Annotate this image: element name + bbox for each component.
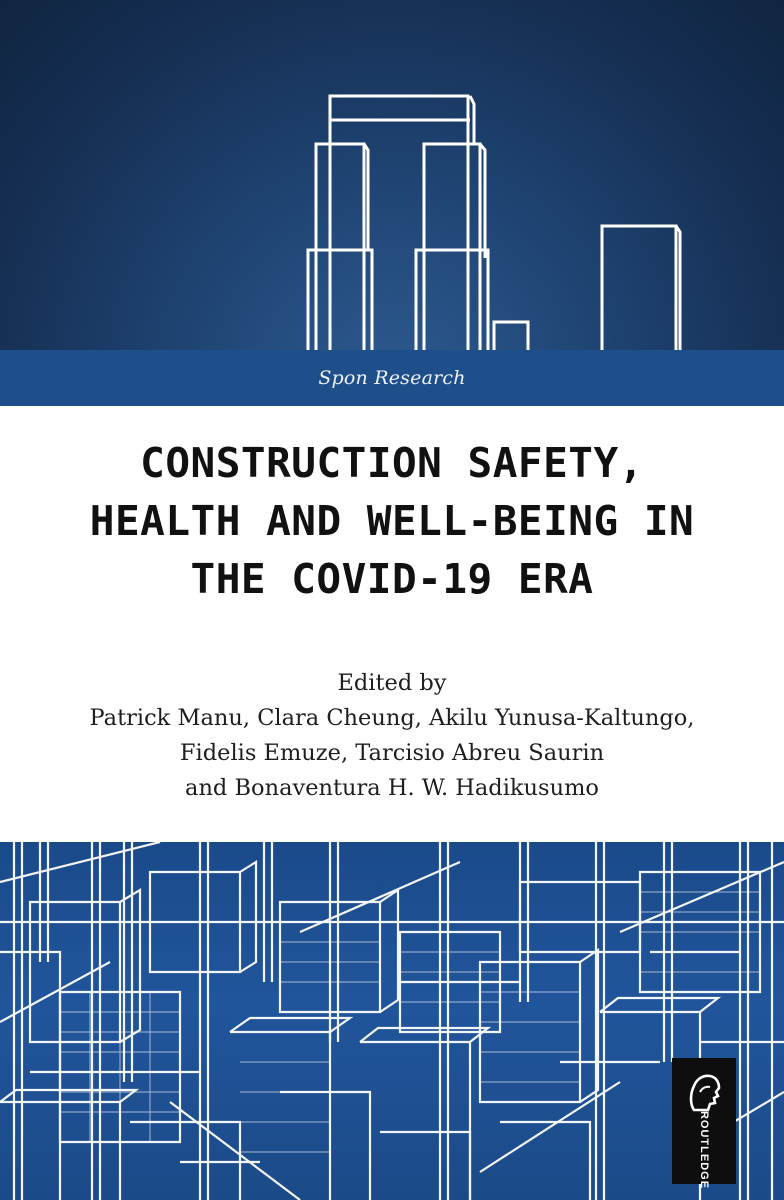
title-line: HEALTH AND WELL-BEING IN	[89, 497, 695, 545]
series-band	[0, 350, 784, 406]
title-line: THE COVID-19 ERA	[190, 555, 594, 603]
editors-line: Patrick Manu, Clara Cheung, Akilu Yunusa-Kaltungo,	[89, 705, 695, 731]
routledge-head-icon	[686, 1072, 722, 1112]
building-wireframes-bottom	[0, 842, 784, 1200]
publisher-name-text: ROUTLEDGE	[698, 1110, 710, 1190]
publisher-logo	[672, 1058, 736, 1190]
skyline-illustration-top	[0, 0, 784, 350]
publisher-name	[682, 1110, 726, 1190]
editors-line: and Bonaventura H. W. Hadikusumo	[185, 775, 599, 801]
edited-by-label: Edited by	[337, 670, 447, 696]
editors-block	[0, 666, 784, 834]
title-line: CONSTRUCTION SAFETY,	[140, 439, 644, 487]
book-title	[0, 406, 784, 608]
title-block	[0, 406, 784, 654]
series-label: Spon Research	[318, 367, 466, 389]
building-outlines-top	[0, 0, 784, 350]
skyline-illustration-bottom	[0, 842, 784, 1200]
editors-line: Fidelis Emuze, Tarcisio Abreu Saurin	[179, 740, 605, 766]
